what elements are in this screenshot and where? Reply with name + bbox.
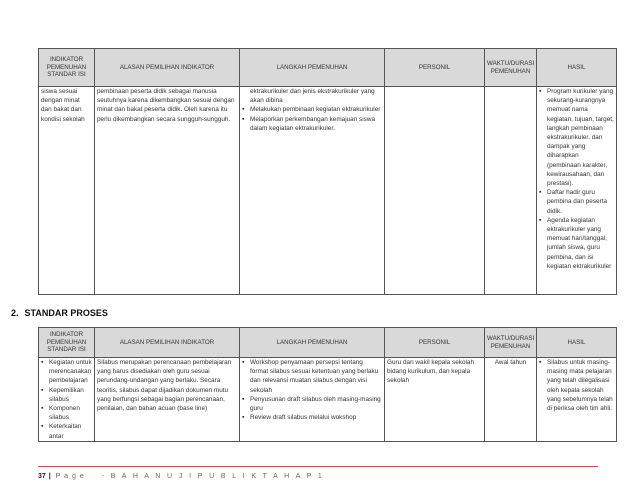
header-personil: PERSONIL	[385, 328, 485, 358]
page-number: 37	[38, 473, 46, 480]
table-row	[39, 358, 617, 442]
cell-indikator: siswa sesuai dengan minat dan bakat dan kondisi sekolah	[39, 87, 95, 295]
cell-langkah	[240, 358, 385, 442]
table-header-row	[39, 49, 617, 87]
list-item: ▪ Agenda kegiatan ektrakurikuler yang memuat hari/tanggal, jumlah siswa, guru pembina, dan isi kegiatan ektrakurikuler	[539, 216, 614, 271]
section-title: STANDAR PROSES	[24, 308, 108, 318]
list-item: ▪ Workshop penyamaan persepsi tentang format silabus sesuai ketentuan yang berlaku dan relevansi muatan silabus dengan visi sekolah	[242, 358, 382, 395]
list-item: ▪ Program kurikuler yang sekurang-kurangnya memuat nama kegiatan, tujuan, target, langkah pembinaan ekstrakurikuler, dan dampak yang diharapkan (pembinaan karakter, kewirausahaan, dan prestasi).	[539, 87, 614, 188]
list-item: ▪ Silabus untuk masing-masing mata pelajaran yang telah dilegalisasi oleh kepala sekolah yang sebelumnya telah di periksa oleh tim ahli.	[539, 358, 614, 413]
footer-separator: |	[48, 473, 51, 480]
header-hasil: HASIL	[537, 328, 617, 358]
section-number: 2.	[11, 308, 19, 318]
list-item: ▪ Penyusunan draft silabus oleh masing-masing guru	[242, 395, 382, 413]
page-footer	[38, 466, 598, 480]
cell-alasan: Silabus merupakan perencanaan pembelajaran yang harus disediakan oleh guru sesuai perundang-undangan yang berlaku. Secara teoritis, silabus dapat dijadikan dokumen mutu yang berfungsi sebagai bagian perencanaan, penilaian, dan bahan acuan (base line)	[95, 358, 240, 442]
document-title: - B A H A N U J I P U B L I K T A H A P 1	[101, 473, 325, 480]
list-item: ▪ Daftar hadir guru pembina dan peserta didik.	[539, 188, 614, 216]
header-indikator: INDIKATOR PEMENUHAN STANDAR ISI	[39, 328, 95, 358]
cell-hasil	[537, 358, 617, 442]
header-langkah: LANGKAH PEMENUHAN	[240, 328, 385, 358]
standar-isi-table	[38, 48, 617, 295]
header-hasil: HASIL	[537, 49, 617, 87]
list-item: ▪ Kepemilikan silabus	[41, 386, 92, 404]
list-item: ▪ Komponen silabus	[41, 404, 92, 422]
page-word: P a g e	[55, 473, 85, 480]
langkah-intro: ektrakurikuler dan jenis ekstrakurikuler yang akan dibina	[250, 88, 375, 105]
header-personil: PERSONIL	[385, 49, 485, 87]
list-item: ▪ Keterkaitan antar	[41, 422, 92, 440]
header-alasan: ALASAN PEMILIHAN INDIKATOR	[95, 328, 240, 358]
header-waktu: WAKTU/DURASI PEMENUHAN	[485, 49, 537, 87]
cell-alasan: pembinaan peserta didik sebagai manusia seutuhnya karena dikembangkan sesuai dengan minat dan bakat peserta didik. Oleh karena itu perlu dikembangkan secara sungguh-sungguh.	[95, 87, 240, 295]
list-item: ▪ Melakukan pembinaan kegiatan ektrakurikuler	[242, 105, 382, 114]
table-row	[39, 87, 617, 295]
section-heading	[11, 308, 114, 318]
table-header-row	[39, 328, 617, 358]
list-item: ▪ Kegiatan untuk merencanakan pembelajaran	[41, 358, 92, 386]
list-item: ▪ Review draft silabus melalui wokshop	[242, 413, 382, 422]
cell-personil	[385, 87, 485, 295]
standar-proses-table	[38, 327, 617, 442]
cell-waktu: Awal tahun	[485, 358, 537, 442]
cell-hasil	[537, 87, 617, 295]
cell-indikator	[39, 358, 95, 442]
cell-langkah	[240, 87, 385, 295]
header-langkah: LANGKAH PEMENUHAN	[240, 49, 385, 87]
list-item: ▪ Melaporkan perkembangan kemajuan siswa dalam kegiatan ektrakurikuler.	[242, 115, 382, 133]
header-indikator: INDIKATOR PEMENUHAN STANDAR ISI	[39, 49, 95, 87]
header-waktu: WAKTU/DURASI PEMENUHAN	[485, 328, 537, 358]
header-alasan: ALASAN PEMILIHAN INDIKATOR	[95, 49, 240, 87]
cell-waktu	[485, 87, 537, 295]
cell-personil: Guru dan wakil kepala sekolah bidang kurikulum, dan kepala sekolah	[385, 358, 485, 442]
